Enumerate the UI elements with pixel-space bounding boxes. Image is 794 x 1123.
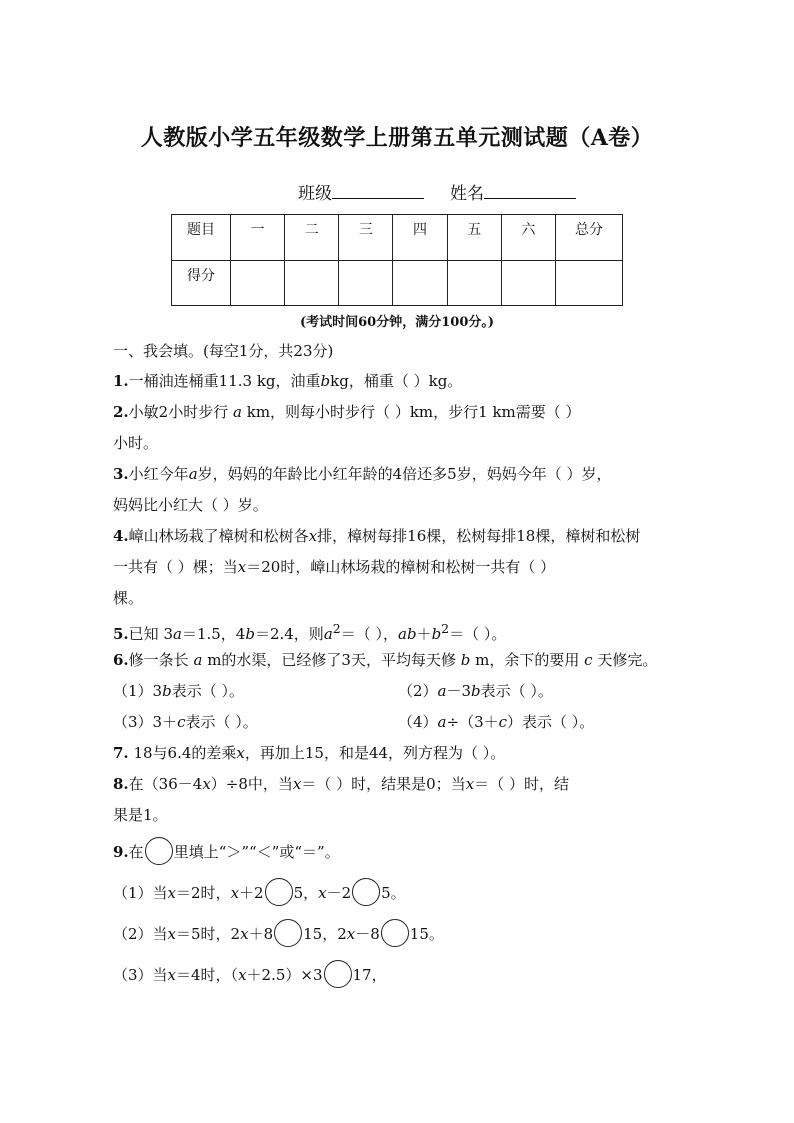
question-text: －2 [326,884,352,902]
question-6 [113,650,657,670]
student-info-row [298,179,576,204]
answer-circle[interactable] [145,837,173,865]
question-number: 5. [113,625,129,643]
answer-circle[interactable] [274,919,302,947]
question-text: （1）当 [113,884,168,902]
page-title: 人教版小学五年级数学上册第五单元测试题（A卷） [140,125,654,151]
class-label: 班级 [298,184,332,204]
question-9-sub3 [113,964,387,988]
variable: b [320,372,331,390]
variable: b [471,682,481,700]
question-text: ）÷8中，当 [210,775,293,793]
variable: x [346,925,356,943]
answer-circle[interactable] [324,960,352,988]
question-text: 在（36－4 [128,775,203,793]
question-text: －8 [355,925,380,943]
table-cell: 四 [393,215,447,261]
question-text: 已知 3 [128,625,173,643]
question-text: ＝5时，2 [176,925,241,943]
question-number: 9. [113,843,129,861]
score-cell[interactable] [285,260,339,306]
question-5 [113,619,506,644]
question-number: 8. [113,775,129,793]
question-text: （3）3＋ [113,713,178,731]
variable: x [240,925,249,943]
variable: a [323,625,333,643]
question-text: ）表示（ ）。 [507,713,595,731]
question-text: ＋2.5）×3 [246,966,323,984]
question-text: ＋8 [248,925,274,943]
question-number: 6. [113,651,129,669]
score-cell[interactable] [231,260,285,306]
answer-circle[interactable] [352,878,380,906]
variable: c [498,713,508,731]
question-3-cont: 妈妈比小红大（ ）岁。 [113,496,268,514]
question-text: 里填上“＞”“＜”或“＝”。 [173,843,340,861]
table-cell: 五 [447,215,501,261]
table-cell: 题目 [172,215,231,261]
superscript: 2 [332,621,341,636]
question-text: ＋2 [239,884,264,902]
score-cell[interactable] [393,260,447,306]
score-table-score-row [172,260,623,306]
variable: c [584,651,593,669]
variable: x [465,775,475,793]
question-text: ÷（3＋ [446,713,499,731]
exam-note: (考试时间60分钟，满分100分。) [299,315,495,330]
question-number: 2. [113,403,129,421]
question-number: 1. [113,372,129,390]
variable: x [237,558,247,576]
variable: x [236,744,245,762]
question-text: ＝（ ）时，结果是0；当 [301,775,466,793]
question-4-cont: 棵。 [113,589,144,607]
score-cell[interactable] [501,260,555,306]
variable: a [188,465,198,483]
variable: a [437,682,447,700]
question-text: ＝2.4，则 [254,625,324,643]
variable: a [172,625,182,643]
question-text: 17， [352,966,387,984]
name-label: 姓名 [450,184,484,204]
question-text: 小敏2小时步行 [128,403,229,421]
question-text: 天修完。 [597,651,658,669]
question-number: 3. [113,465,129,483]
variable: x [238,966,247,984]
question-7 [113,743,505,763]
variable: x [230,884,240,902]
question-text: 小红今年 [128,465,189,483]
question-text: 5。 [381,884,406,902]
question-6-sub2 [398,681,553,701]
variable: c [177,713,186,731]
variable: x [167,925,177,943]
question-2-cont: 小时。 [113,434,159,452]
question-text: ＝20时，嶂山林场栽的樟树和松树一共有（ ） [246,558,556,576]
question-text: 15，2 [303,925,347,943]
question-6-sub4 [398,712,594,732]
variable: ab [398,625,417,643]
question-9-sub1 [113,882,406,906]
question-9-sub2 [113,923,444,947]
question-text: （3）当 [113,966,168,984]
question-text: ，再加上15，和是44，列方程为（ ）。 [244,744,506,762]
question-text: ＝（ ）。 [449,625,507,643]
variable: b [460,651,471,669]
variable: x [167,966,177,984]
question-9 [113,841,340,865]
variable: a [233,403,242,421]
variable: x [292,775,302,793]
question-text: 一共有（ ）棵；当 [113,558,238,576]
question-number: 4. [113,527,129,545]
question-4-cont [113,557,555,577]
question-1 [113,371,462,391]
question-text: 在 [128,843,144,861]
table-cell: 得分 [172,260,231,306]
variable: x [318,884,327,902]
variable: a [437,713,447,731]
question-text: 一桶油连桶重11.3 kg，油重 [128,372,321,390]
section-heading: 一、我会填。(每空1分，共23分) [113,342,334,360]
question-text: －3 [446,682,472,700]
question-8-cont: 果是1。 [113,806,168,824]
variable: x [167,884,177,902]
score-table [171,214,623,306]
question-6-sub1 [113,681,244,701]
question-text: （4） [398,713,438,731]
question-text: 排，樟树每排16棵，松树每排18棵，樟树和松树 [317,527,641,545]
question-text: 嶂山林场栽了樟树和松树各 [128,527,309,545]
question-number: 7. [113,744,129,762]
question-2 [113,402,581,422]
question-text: 表示（ ）。 [171,682,244,700]
variable: b [431,625,442,643]
table-cell: 三 [339,215,393,261]
question-6-sub3 [113,712,258,732]
table-cell: 二 [285,215,339,261]
table-cell: 一 [231,215,285,261]
answer-circle[interactable] [265,878,293,906]
question-text: m，余下的要用 [475,651,580,669]
question-3 [113,464,612,484]
question-text: ＝4时，（ [176,966,239,984]
question-text: 15。 [409,925,444,943]
question-text: km，则每小时步行（ ）km，步行1 km需要（ ） [246,403,581,421]
name-blank[interactable] [484,180,576,199]
variable: x [202,775,211,793]
question-text: （2）当 [113,925,168,943]
question-text: 5， [293,884,319,902]
answer-circle[interactable] [381,919,409,947]
question-4 [113,526,640,546]
score-cell[interactable] [339,260,393,306]
variable: x [308,527,318,545]
question-text: m的水渠，已经修了3天，平均每天修 [207,651,456,669]
question-text: 表示（ ）。 [185,713,258,731]
score-cell[interactable] [556,260,623,306]
score-table-header-row [172,215,623,261]
question-text: ＝（ ）时，结 [474,775,569,793]
question-text: 岁，妈妈的年龄比小红年龄的4倍还多5岁，妈妈今年（ ）岁， [197,465,612,483]
table-cell: 六 [501,215,555,261]
question-text: ＝2时， [176,884,231,902]
question-text: 18与6.4的差乘 [128,744,237,762]
score-cell[interactable] [447,260,501,306]
question-8 [113,774,569,794]
superscript: 2 [441,621,450,636]
question-text: kg，桶重（ ）kg。 [330,372,463,390]
variable: b [162,682,172,700]
table-cell: 总分 [556,215,623,261]
question-text: （1）3 [113,682,163,700]
question-text: ＝（ ）， [340,625,398,643]
question-text: 表示（ ）。 [480,682,553,700]
variable: a [193,651,203,669]
question-text: ＝1.5，4 [181,625,246,643]
variable: b [245,625,255,643]
class-blank[interactable] [332,180,424,199]
question-text: 修一条长 [128,651,189,669]
question-text: （2） [398,682,438,700]
question-text: ＋ [416,625,432,643]
